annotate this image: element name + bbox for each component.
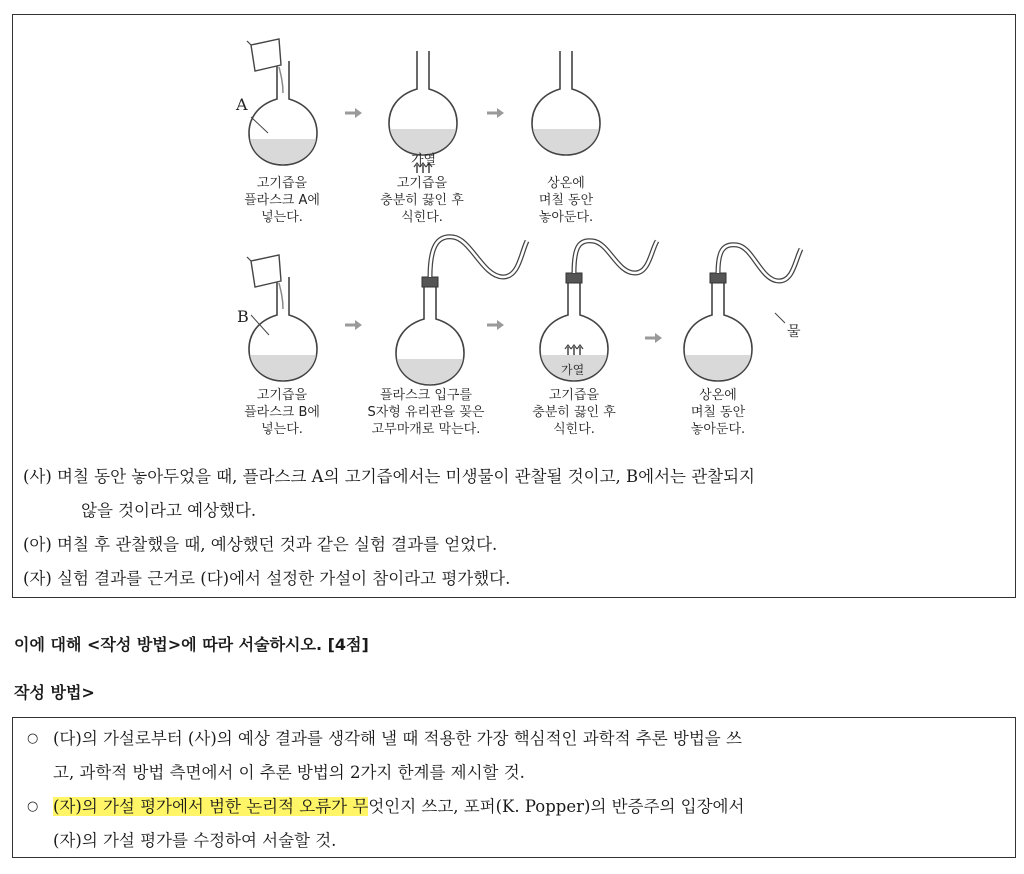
arrow-icon bbox=[487, 320, 504, 330]
method-item-2-rest: 엇인지 쓰고, 포퍼(K. Popper)의 반증주의 입장에서 bbox=[368, 797, 745, 816]
label-a: A bbox=[236, 95, 248, 114]
arrow-icon bbox=[487, 108, 504, 118]
statements bbox=[23, 460, 1007, 596]
statement-ja: (자) 실험 결과를 근거로 (다)에서 설정한 가설이 참이라고 평가했다. bbox=[23, 569, 511, 588]
method-item-2-line2: (자)의 가설 평가를 수정하여 서술할 것. bbox=[53, 831, 337, 850]
statement-a: (아) 며칠 후 관찰했을 때, 예상했던 것과 같은 실험 결과를 얻었다. bbox=[23, 535, 498, 554]
method-title: 작성 방법> bbox=[14, 683, 95, 702]
flask-b-stopper bbox=[396, 237, 527, 385]
caption-a2: 고기즙을 충분히 끓인 후 식힌다. bbox=[380, 176, 464, 225]
method-item-1 bbox=[27, 722, 1002, 790]
highlighted-text: (자)의 가설 평가에서 범한 논리적 오류가 무 bbox=[53, 797, 369, 816]
method-item-2 bbox=[27, 790, 1002, 858]
method-item-2-line1 bbox=[27, 790, 1002, 824]
caption-b1: 고기즙을 플라스크 B에 넣는다. bbox=[244, 388, 320, 437]
caption-b4: 상온에 며칠 동안 놓아둔다. bbox=[690, 388, 746, 437]
experiment-box bbox=[12, 14, 1016, 598]
arrow-icon bbox=[645, 333, 662, 343]
bullet-icon: ○ bbox=[27, 799, 39, 814]
method-box bbox=[12, 717, 1016, 858]
method-item-1-line2: 고, 과학적 방법 측면에서 이 추론 방법의 2가지 한계를 제시할 것. bbox=[53, 763, 525, 782]
heat-label: 가열 bbox=[561, 363, 585, 377]
caption-b2: 플라스크 입구를 S자형 유리관을 꽂은 고무마개로 막는다. bbox=[367, 388, 485, 437]
caption-b3: 고기즙을 충분히 끓인 후 식힌다. bbox=[532, 388, 616, 437]
statement-sa-line2: 않을 것이라고 예상했다. bbox=[81, 501, 257, 520]
arrow-icon bbox=[345, 108, 362, 118]
bullet-icon: ○ bbox=[27, 731, 39, 746]
caption-a1: 고기즙을 플라스크 A에 넣는다. bbox=[244, 176, 320, 225]
flask-b-pour bbox=[247, 255, 317, 381]
question-prompt: 이에 대해 <작성 방법>에 따라 서술하시오. [4점] bbox=[14, 635, 369, 654]
flask-b-boil bbox=[540, 241, 657, 381]
flask-a-pour bbox=[247, 39, 317, 165]
heat-label: 가열 bbox=[411, 153, 437, 168]
label-b: B bbox=[237, 307, 249, 326]
statement-sa bbox=[23, 460, 1007, 528]
flask-b-leave bbox=[684, 245, 801, 381]
arrow-icon bbox=[345, 320, 362, 330]
caption-a3: 상온에 며칠 동안 놓아둔다. bbox=[538, 176, 594, 225]
statement-sa-line1: (사) 며칠 동안 놓아두었을 때, 플라스크 A의 고기즙에서는 미생물이 관찰될 것이고, B에서는 관찰되지 bbox=[23, 467, 755, 486]
method-item-1-line1: (다)의 가설로부터 (사)의 예상 결과를 생각해 낼 때 적용한 가장 핵심적인 과학적 추론 방법을 쓰 bbox=[53, 729, 742, 748]
flask-a-leave bbox=[532, 51, 600, 155]
experiment-figure bbox=[13, 15, 1017, 460]
water-label: 물 bbox=[787, 324, 801, 340]
